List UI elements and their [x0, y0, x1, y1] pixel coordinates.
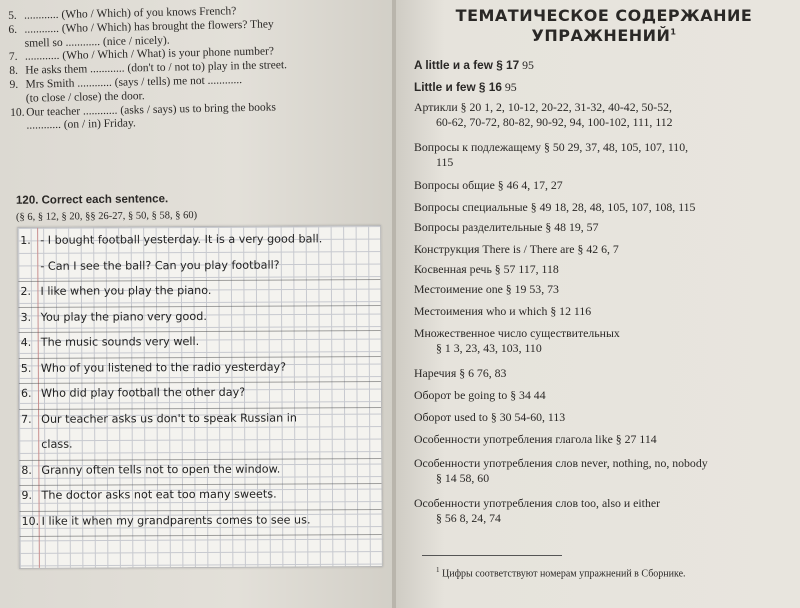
notebook-row [21, 487, 371, 502]
exercise-line-number: 9. [9, 78, 19, 91]
notebook-row-text: - I bought football yesterday. It is a very good ball. [40, 232, 323, 247]
notebook-row-divider [20, 534, 382, 537]
index-entry [414, 282, 784, 297]
notebook-row-text: Who did play football the other day? [40, 385, 246, 400]
notebook-row [20, 309, 371, 324]
page-title [436, 6, 772, 46]
index-entry-topic: Оборот be going to § 34 [414, 388, 531, 402]
exercise-line-text: ............ (Who / Which / What) is your phone number? [24, 45, 275, 64]
notebook-row-number: 7. [21, 412, 32, 426]
notebook-row-number: 6. [20, 386, 32, 400]
index-entry [414, 100, 784, 129]
exercise-120-title: 120. Correct each sentence. [15, 193, 169, 207]
notebook-row-text: - Can I see the ball? Can you play football? [40, 258, 280, 273]
notebook-row-text: Our teacher asks us don't to speak Russian in [41, 410, 298, 426]
index-entry-exercises: 95 [504, 80, 517, 94]
notebook-row-divider [18, 279, 380, 282]
index-entry [414, 304, 784, 319]
notebook-row-number: 4. [20, 335, 32, 349]
index-entry-topic: Особенности употребления слов too, also и either [414, 496, 661, 510]
index-entry-topic: Наречия § 6 [414, 366, 474, 380]
index-entry-continuation: § 56 8, 24, 74 [436, 510, 501, 525]
index-entry-exercises: 76, 83 [476, 366, 507, 380]
notebook-row-divider [19, 483, 381, 486]
notebook-row [20, 334, 371, 349]
exercise-line-number: 6. [8, 23, 18, 36]
index-entry-exercises: 116 [573, 304, 592, 318]
notebook-row [40, 258, 370, 273]
exercise-line-text: ............ (Who / Which) of you knows French? [23, 5, 237, 22]
index-entry-topic: Вопросы к подлежащему § 50 [414, 140, 565, 154]
index-entry-exercises: 54-60, 113 [514, 410, 566, 424]
notebook-sheet [17, 225, 383, 569]
exercise-line-text: ............ (Who / Which) has brought the flowers? They [24, 18, 274, 36]
index-entry-topic: Оборот used to § 30 [414, 410, 512, 424]
index-entry-topic: Вопросы разделительные § 48 [414, 220, 567, 234]
notebook-row [20, 360, 371, 375]
notebook-row-divider [19, 381, 381, 384]
notebook-row-divider [20, 509, 382, 512]
notebook-row-divider [19, 356, 381, 359]
index-entry-topic: Косвенная речь § 57 [414, 262, 516, 276]
index-entry [414, 140, 784, 169]
notebook-row-divider [19, 330, 381, 333]
notebook-row-text: class. [41, 437, 73, 451]
notebook-row-divider [19, 458, 381, 461]
index-entry [414, 432, 784, 447]
exercise-line-text: Our teacher ............ (asks / says) us to bring the books [26, 100, 276, 119]
index-entry-continuation: § 1 3, 23, 43, 103, 110 [436, 340, 542, 355]
exercise-line-number: 7. [8, 51, 18, 64]
exercise-line-text: Mrs Smith ............ (says / tells) me not ............ [25, 74, 243, 91]
index-entry-exercises: 95 [522, 58, 534, 72]
notebook-row-number: 3. [20, 310, 32, 324]
index-entry [414, 80, 784, 95]
index-entry [414, 410, 784, 425]
index-entry-exercises: 19, 57 [568, 220, 599, 234]
index-entry [414, 262, 784, 277]
footnote-rule [422, 555, 562, 556]
exercise-line-text: smell so ............ (nice / nicely). [24, 34, 170, 50]
index-entry-exercises: 29, 37, 48, 105, 107, 110, [567, 140, 689, 154]
index-entry-topic: Особенности употребления глагола like § 27 [414, 432, 637, 446]
footnote [436, 566, 686, 579]
index-entry-continuation: § 14 58, 60 [436, 470, 490, 485]
index-entry-exercises: 114 [639, 432, 657, 446]
index-entry-topic: Вопросы общие § 46 [414, 178, 519, 192]
index-entry-topic: Местоимение one § 19 [414, 282, 527, 296]
notebook-row-text: Who of you listened to the radio yesterday? [40, 360, 287, 375]
exercise-line-number: 8. [9, 64, 19, 78]
index-entry-continuation: 115 [436, 154, 454, 169]
index-entry [414, 496, 784, 525]
index-entry [414, 456, 784, 485]
notebook-row [21, 462, 371, 477]
exercise-line-number: 5. [8, 9, 17, 22]
exercise-line-text: (to close / close) the door. [25, 89, 145, 105]
index-entry-continuation: 60-62, 70-72, 80-82, 90-92, 94, 100-102, 111, 112 [436, 114, 673, 129]
exercise-line-number: 10. [10, 106, 25, 119]
notebook-row-number: 2. [20, 284, 31, 298]
index-entry [414, 366, 784, 381]
notebook-row [20, 385, 371, 400]
notebook-row-divider [19, 305, 381, 308]
index-entry-exercises: 6, 7 [601, 242, 619, 256]
index-entry-exercises: 18, 28, 48, 105, 107, 108, 115 [554, 200, 696, 214]
notebook-row-number: 9. [21, 488, 33, 502]
page-title-line2-text: УПРАЖНЕНИЙ [531, 26, 671, 45]
index-entry-topic: Местоимения who и which § 12 [414, 304, 571, 318]
notebook-row-number: 5. [20, 361, 32, 375]
index-entry-exercises: 117, 118 [518, 262, 559, 276]
notebook-row-divider [19, 407, 381, 410]
notebook-row [21, 410, 371, 426]
exercise-line-text: He asks them ............ (don't to / not to) play in the street. [25, 59, 288, 77]
index-entry-topic: Вопросы специальные § 49 [414, 200, 552, 214]
notebook-row-text: Granny often tells not to open the window. [41, 462, 281, 477]
index-entry-topic: Множественное число существительных [414, 326, 620, 340]
notebook-row [20, 232, 370, 247]
footnote-mark: 1 [670, 27, 677, 37]
notebook-row-number: 10. [21, 514, 40, 528]
index-entry [414, 242, 784, 257]
left-page [0, 0, 394, 608]
index-entry [414, 178, 784, 193]
index-entry-topic: Артикли § 20 [414, 100, 482, 114]
notebook-row-number: 8. [21, 463, 32, 477]
index-entry [414, 58, 784, 73]
notebook-row-text: I like it when my grandparents comes to see us. [41, 512, 311, 528]
notebook-row [21, 512, 372, 528]
exercise-line-text: ............ (on / in) Friday. [26, 117, 136, 133]
index-entry [414, 200, 784, 215]
index-entry-topic: Особенности употребления слов never, nothing, no, nobody [414, 456, 708, 470]
index-entry [414, 326, 784, 355]
exercise-119-lines [8, 2, 391, 134]
index-entry-topic: Конструкция There is / There are § 42 [414, 242, 599, 256]
index-entry-exercises: 53, 73 [529, 282, 559, 296]
page-title-line1: ТЕМАТИЧЕСКОЕ СОДЕРЖАНИЕ [455, 6, 753, 25]
notebook-row-text: I like when you play the piano. [40, 283, 212, 298]
footnote-number: 1 [436, 566, 440, 574]
page-title-line2 [436, 26, 772, 46]
index-entry [414, 388, 784, 403]
notebook-row [20, 283, 370, 298]
footnote-text: Цифры соответствуют номерам упражнений в Сборнике. [442, 568, 686, 580]
index-entry-exercises: 4, 17, 27 [521, 178, 563, 192]
right-page [396, 0, 800, 608]
notebook-row-text: The doctor asks not eat too many sweets. [41, 487, 277, 502]
exercise-120-references: (§ 6, § 12, § 20, §§ 26-27, § 50, § 58, § 60) [15, 210, 198, 223]
notebook-row-number: 1. [20, 233, 31, 247]
index-entry-topic: A little и a few § 17 [414, 58, 520, 72]
index-entry [414, 220, 784, 235]
notebook-row [41, 436, 371, 451]
notebook-row-text: You play the piano very good. [40, 309, 207, 324]
index-entry-topic: Little и few § 16 [414, 80, 502, 94]
index-entry-exercises: 1, 2, 10-12, 20-22, 31-32, 40-42, 50-52, [484, 100, 672, 114]
notebook-row-text: The music sounds very well. [40, 335, 200, 349]
index-entry-exercises: 44 [533, 388, 546, 402]
